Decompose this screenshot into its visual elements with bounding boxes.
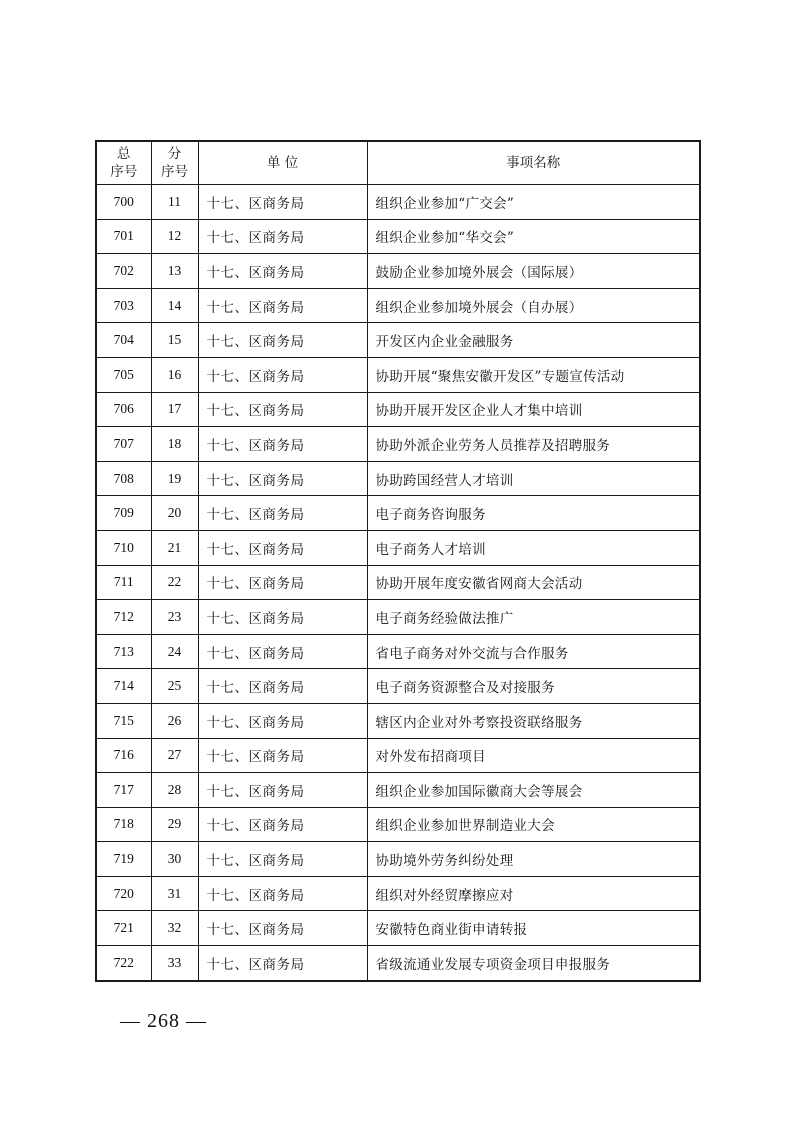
item-name-cell: 协助开展开发区企业人才集中培训 xyxy=(367,392,700,427)
item-name-cell: 组织企业参加“广交会” xyxy=(367,185,700,220)
sub-serial-cell: 25 xyxy=(151,669,198,704)
unit-cell: 十七、区商务局 xyxy=(198,530,367,565)
sub-serial-cell: 24 xyxy=(151,634,198,669)
unit-cell: 十七、区商务局 xyxy=(198,911,367,946)
item-name-cell: 省电子商务对外交流与合作服务 xyxy=(367,634,700,669)
table-row xyxy=(96,634,700,669)
header-total-serial-top: 总 xyxy=(117,146,131,162)
unit-cell: 十七、区商务局 xyxy=(198,185,367,220)
unit-cell: 十七、区商务局 xyxy=(198,669,367,704)
table-row xyxy=(96,496,700,531)
sub-serial-cell: 11 xyxy=(151,185,198,220)
table-row xyxy=(96,392,700,427)
item-name-cell: 组织企业参加国际徽商大会等展会 xyxy=(367,773,700,808)
total-serial-cell: 719 xyxy=(96,842,151,877)
total-serial-cell: 715 xyxy=(96,703,151,738)
total-serial-cell: 717 xyxy=(96,773,151,808)
total-serial-cell: 714 xyxy=(96,669,151,704)
total-serial-cell: 700 xyxy=(96,185,151,220)
table-row xyxy=(96,288,700,323)
page-number: — 268 — xyxy=(120,1010,207,1032)
total-serial-cell: 720 xyxy=(96,876,151,911)
total-serial-cell: 713 xyxy=(96,634,151,669)
item-name-cell: 鼓励企业参加境外展会（国际展） xyxy=(367,254,700,289)
item-name-cell: 对外发布招商项目 xyxy=(367,738,700,773)
sub-serial-cell: 12 xyxy=(151,219,198,254)
unit-cell: 十七、区商务局 xyxy=(198,288,367,323)
item-name-cell: 协助跨国经营人才培训 xyxy=(367,461,700,496)
item-name-cell: 电子商务资源整合及对接服务 xyxy=(367,669,700,704)
sub-serial-cell: 28 xyxy=(151,773,198,808)
sub-serial-cell: 31 xyxy=(151,876,198,911)
table-row xyxy=(96,254,700,289)
table-row xyxy=(96,323,700,358)
header-unit-label: 单 位 xyxy=(266,155,299,171)
unit-cell: 十七、区商务局 xyxy=(198,392,367,427)
sub-serial-cell: 20 xyxy=(151,496,198,531)
table-row xyxy=(96,219,700,254)
sub-serial-cell: 21 xyxy=(151,530,198,565)
unit-cell: 十七、区商务局 xyxy=(198,876,367,911)
total-serial-cell: 716 xyxy=(96,738,151,773)
unit-cell: 十七、区商务局 xyxy=(198,634,367,669)
table-row xyxy=(96,461,700,496)
unit-cell: 十七、区商务局 xyxy=(198,773,367,808)
total-serial-cell: 707 xyxy=(96,427,151,462)
unit-cell: 十七、区商务局 xyxy=(198,565,367,600)
table-row xyxy=(96,600,700,635)
sub-serial-cell: 13 xyxy=(151,254,198,289)
total-serial-cell: 709 xyxy=(96,496,151,531)
unit-cell: 十七、区商务局 xyxy=(198,323,367,358)
table-row xyxy=(96,703,700,738)
table-row xyxy=(96,357,700,392)
sub-serial-cell: 32 xyxy=(151,911,198,946)
table-body xyxy=(96,185,700,981)
total-serial-cell: 721 xyxy=(96,911,151,946)
item-name-cell: 协助开展“聚焦安徽开发区”专题宣传活动 xyxy=(367,357,700,392)
item-name-cell: 电子商务经验做法推广 xyxy=(367,600,700,635)
item-name-cell: 协助外派企业劳务人员推荐及招聘服务 xyxy=(367,427,700,462)
sub-serial-cell: 17 xyxy=(151,392,198,427)
unit-cell: 十七、区商务局 xyxy=(198,703,367,738)
service-items-table xyxy=(95,140,701,982)
header-item-name xyxy=(367,141,700,185)
table-row xyxy=(96,565,700,600)
item-name-cell: 安徽特色商业街申请转报 xyxy=(367,911,700,946)
item-name-cell: 协助开展年度安徽省网商大会活动 xyxy=(367,565,700,600)
table-row xyxy=(96,946,700,981)
table-row xyxy=(96,530,700,565)
item-name-cell: 组织企业参加境外展会（自办展） xyxy=(367,288,700,323)
unit-cell: 十七、区商务局 xyxy=(198,946,367,981)
total-serial-cell: 708 xyxy=(96,461,151,496)
sub-serial-cell: 29 xyxy=(151,807,198,842)
total-serial-cell: 712 xyxy=(96,600,151,635)
sub-serial-cell: 18 xyxy=(151,427,198,462)
header-sub-serial-bottom: 序号 xyxy=(161,164,188,180)
total-serial-cell: 705 xyxy=(96,357,151,392)
item-name-cell: 组织对外经贸摩擦应对 xyxy=(367,876,700,911)
unit-cell: 十七、区商务局 xyxy=(198,842,367,877)
sub-serial-cell: 23 xyxy=(151,600,198,635)
total-serial-cell: 704 xyxy=(96,323,151,358)
header-total-serial-bottom: 序号 xyxy=(110,164,138,180)
sub-serial-cell: 19 xyxy=(151,461,198,496)
item-name-cell: 组织企业参加“华交会” xyxy=(367,219,700,254)
unit-cell: 十七、区商务局 xyxy=(198,461,367,496)
unit-cell: 十七、区商务局 xyxy=(198,738,367,773)
table-row xyxy=(96,669,700,704)
sub-serial-cell: 27 xyxy=(151,738,198,773)
item-name-cell: 开发区内企业金融服务 xyxy=(367,323,700,358)
unit-cell: 十七、区商务局 xyxy=(198,600,367,635)
table-row xyxy=(96,738,700,773)
item-name-cell: 组织企业参加世界制造业大会 xyxy=(367,807,700,842)
sub-serial-cell: 30 xyxy=(151,842,198,877)
sub-serial-cell: 22 xyxy=(151,565,198,600)
item-name-cell: 电子商务咨询服务 xyxy=(367,496,700,531)
unit-cell: 十七、区商务局 xyxy=(198,807,367,842)
total-serial-cell: 722 xyxy=(96,946,151,981)
table-row xyxy=(96,807,700,842)
total-serial-cell: 701 xyxy=(96,219,151,254)
total-serial-cell: 706 xyxy=(96,392,151,427)
unit-cell: 十七、区商务局 xyxy=(198,357,367,392)
sub-serial-cell: 14 xyxy=(151,288,198,323)
table-row xyxy=(96,427,700,462)
total-serial-cell: 702 xyxy=(96,254,151,289)
unit-cell: 十七、区商务局 xyxy=(198,254,367,289)
total-serial-cell: 703 xyxy=(96,288,151,323)
item-name-cell: 协助境外劳务纠纷处理 xyxy=(367,842,700,877)
total-serial-cell: 718 xyxy=(96,807,151,842)
item-name-cell: 辖区内企业对外考察投资联络服务 xyxy=(367,703,700,738)
sub-serial-cell: 16 xyxy=(151,357,198,392)
total-serial-cell: 711 xyxy=(96,565,151,600)
unit-cell: 十七、区商务局 xyxy=(198,219,367,254)
sub-serial-cell: 33 xyxy=(151,946,198,981)
sub-serial-cell: 15 xyxy=(151,323,198,358)
unit-cell: 十七、区商务局 xyxy=(198,427,367,462)
table-row xyxy=(96,773,700,808)
table-row xyxy=(96,185,700,220)
header-sub-serial-top: 分 xyxy=(167,146,182,162)
table-row xyxy=(96,842,700,877)
header-unit xyxy=(198,141,367,185)
header-total-serial xyxy=(96,141,151,185)
table-row xyxy=(96,876,700,911)
header-sub-serial xyxy=(151,141,198,185)
header-item-name-label: 事项名称 xyxy=(506,155,561,171)
item-name-cell: 电子商务人才培训 xyxy=(367,530,700,565)
table-header-row xyxy=(96,141,700,185)
table-row xyxy=(96,911,700,946)
item-name-cell: 省级流通业发展专项资金项目申报服务 xyxy=(367,946,700,981)
sub-serial-cell: 26 xyxy=(151,703,198,738)
unit-cell: 十七、区商务局 xyxy=(198,496,367,531)
total-serial-cell: 710 xyxy=(96,530,151,565)
